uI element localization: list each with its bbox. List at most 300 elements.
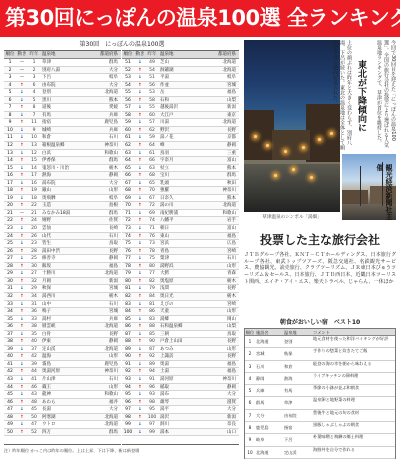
prefecture-cell: 長野 [227, 354, 236, 360]
prev-rank-cell: 2 [32, 67, 36, 73]
prefecture-cell: 東京 [227, 112, 236, 118]
prefecture-cell: 福島 [227, 369, 236, 375]
prev-rank-cell: 53 [149, 90, 155, 96]
rank-cell: 90 [125, 354, 131, 360]
table-row [122, 89, 239, 97]
prev-rank-cell: 59 [149, 135, 155, 141]
rank-cell: 45 [7, 392, 13, 398]
change-cell: — [19, 210, 25, 216]
table-row [122, 406, 239, 414]
breakfast-ranking-title: 朝食がおいしい宿 ベスト10 [279, 319, 361, 326]
change-cell: ↑ [138, 263, 142, 269]
prev-rank-cell: 20 [31, 226, 37, 232]
rank-cell: 5 [8, 90, 12, 96]
col-pref: 都道府県 [218, 52, 236, 57]
prefecture-cell: 栃木 [109, 165, 118, 171]
table-row [245, 410, 395, 422]
onsen-name-cell: 伊香保 [42, 158, 56, 164]
area-cell: 定山渓 [284, 449, 297, 455]
prefecture-cell: 静岡 [227, 384, 236, 390]
change-cell: ↑ [138, 324, 142, 330]
table-row [122, 82, 239, 90]
change-cell: ↓ [138, 301, 142, 307]
change-cell: ↑ [20, 384, 24, 390]
onsen-name-cell: 奥日光 [160, 293, 174, 299]
change-cell: ↓ [138, 180, 142, 186]
ranking-table-left [4, 50, 121, 445]
prev-rank-cell: 46 [31, 384, 37, 390]
prev-rank-cell: 45 [31, 407, 37, 413]
change-cell: ↓ [138, 165, 142, 171]
onsen-name-cell: 土湯 [160, 369, 169, 375]
rank-cell: 42 [7, 369, 13, 375]
table-row [4, 74, 121, 82]
table-row [122, 331, 239, 339]
onsen-name-cell: あつみ [160, 346, 174, 352]
rank-cell: 4 [248, 375, 252, 381]
rank-cell: 32 [7, 293, 13, 299]
onsen-name-cell: 伊東 [42, 339, 51, 345]
change-cell: ↑ [20, 233, 24, 239]
prev-rank-cell: 88 [149, 324, 155, 330]
prefecture-cell: 鳥取 [109, 241, 118, 247]
rank-cell: 77 [125, 256, 131, 262]
change-cell: ↓ [20, 241, 24, 247]
onsen-name-cell: 鳴子 [42, 309, 51, 315]
rank-cell: 6 [248, 400, 252, 406]
prefecture-cell: 栃木 [227, 278, 236, 284]
rank-cell: 81 [125, 286, 131, 292]
prev-rank-cell: 18 [31, 195, 37, 201]
onsen-name-cell: 洞川 [160, 422, 169, 428]
onsen-name-cell: 上諏訪 [160, 354, 174, 360]
change-cell: ↓ [20, 316, 24, 322]
rank-cell: 30 [7, 278, 13, 284]
change-cell: ↑ [138, 67, 142, 73]
prefecture-cell: 石川 [109, 301, 118, 307]
prev-rank-cell: 25 [31, 256, 37, 262]
prefecture-cell: 宮崎 [227, 248, 236, 254]
change-cell: ↓ [138, 376, 142, 382]
onsen-name-cell: あわら [42, 399, 56, 405]
table-row [122, 165, 239, 173]
onsen-name-cell: 川湯 [160, 120, 169, 126]
change-cell: ↓ [20, 195, 24, 201]
prefecture-cell: 北海道 [104, 414, 118, 420]
change-cell: ↑ [138, 143, 142, 149]
photo-caption: 草津温泉のシンボル「湯畑」 [262, 215, 322, 220]
rank-cell: 80 [125, 278, 131, 284]
agency-list: ＪＴＢグループ各社、ＫＮＴ－ＣＴホールディングス、日本旅行グループ各社、東武トップツアーズ、阪急交通社、名鉄観光サービス、農協観光、読売旅行、クラブツーリズム、ＪＲ東日本びゅうツーリズム＆セールス、日本旅行、ＪＴＢ西日本、近畿日本ツーリスト関西、エイチ・アイ・エス、楽天トラベル、じゃらん、一休ほか [244, 252, 396, 285]
onsen-name-cell: 道後 [42, 105, 51, 111]
rank-cell: 73 [125, 226, 131, 232]
prev-rank-cell: 17 [31, 173, 37, 179]
prev-rank-cell: 22 [31, 203, 37, 209]
col-area: 温泉地 [284, 330, 297, 335]
prev-rank-cell: 65 [149, 180, 155, 186]
table-row [4, 285, 121, 293]
prev-rank-cell: 9 [32, 127, 36, 133]
prev-rank-cell: 56 [149, 82, 155, 88]
table-row [122, 278, 239, 286]
table-row [245, 422, 395, 434]
onsen-name-cell: みなかみ18湯 [42, 210, 71, 216]
prefecture-cell: 北海道 [104, 346, 118, 352]
rank-cell: 78 [125, 263, 131, 269]
prev-rank-cell: 7 [32, 112, 36, 118]
rank-cell: 47 [7, 407, 13, 413]
prev-rank-cell: 61 [149, 150, 155, 156]
table-row [122, 240, 239, 248]
rank-cell: 8 [248, 425, 252, 431]
rank-cell: 65 [125, 165, 131, 171]
change-cell: ↑ [20, 354, 24, 360]
onsen-name-cell: 東山 [160, 233, 169, 239]
prev-rank-cell: 38 [31, 324, 37, 330]
prev-rank-cell: 43 [31, 392, 37, 398]
prefecture-cell: 北海道 [222, 120, 236, 126]
prev-rank-cell: 85 [149, 331, 155, 337]
prefecture-cell: 静岡 [227, 143, 236, 149]
rank-cell: 34 [7, 309, 13, 315]
prefecture-cell: 長野 [227, 127, 236, 133]
onsen-name-cell: 平湯 [160, 75, 169, 81]
prefecture-cell: 静岡 [109, 173, 118, 179]
prefecture-cell: 長野 [109, 248, 118, 254]
ranking-subtitle: 第30回 にっぽんの温泉100選 [79, 41, 165, 48]
prefecture-cell: 山形 [109, 354, 118, 360]
onsen-name-cell: 湯布 [160, 392, 169, 398]
ranking-table-header [4, 51, 121, 59]
change-cell: ↓ [138, 286, 142, 292]
change-cell: ↓ [20, 165, 24, 171]
rank-cell: 76 [125, 248, 131, 254]
prev-rank-cell: 64 [149, 143, 155, 149]
change-cell: ↑ [20, 293, 24, 299]
prev-rank-cell: 5 [32, 97, 36, 103]
onsen-name-cell: 修善寺 [42, 256, 56, 262]
prefecture-cell: 石川 [109, 233, 118, 239]
rank-cell: 39 [7, 346, 13, 352]
rank-cell: 46 [7, 399, 13, 405]
col-prev: 昨年 [29, 52, 39, 57]
table-row [122, 112, 239, 120]
prefecture-cell: 北海道 [222, 67, 236, 73]
onsen-name-cell: 宮浜 [160, 241, 169, 247]
table-row [4, 119, 121, 127]
onsen-name-cell: ウトロ [42, 422, 56, 428]
onsen-name-cell: 湯河原 [160, 376, 174, 382]
change-cell: ↑ [138, 293, 142, 299]
prev-rank-cell: 8 [32, 105, 36, 111]
table-row [122, 255, 239, 263]
prev-rank-cell: 68 [149, 173, 155, 179]
prefecture-cell: 三重 [227, 150, 236, 156]
onsen-name-cell: 奥湯 [160, 361, 169, 367]
change-cell: ↓ [138, 195, 142, 201]
table-row [122, 59, 239, 67]
prefecture-cell: 北海道 [104, 422, 118, 428]
prefecture-cell: 山形 [227, 346, 236, 352]
onsen-name-cell: 登別 [42, 90, 51, 96]
change-cell: ↑ [138, 173, 142, 179]
table-row [122, 414, 239, 422]
prev-rank-cell: 100 [147, 414, 157, 420]
prev-rank-cell: 89 [149, 361, 155, 367]
rank-cell: 4 [8, 82, 12, 88]
onsen-name-cell: 浅間 [160, 286, 169, 292]
onsen-name-cell: 湯田中渋 [42, 248, 60, 254]
table-row [122, 172, 239, 180]
table-row [4, 112, 121, 120]
prev-rank-cell: 71 [149, 226, 155, 232]
table-row [122, 210, 239, 218]
table-row [122, 248, 239, 256]
table-row [122, 127, 239, 135]
comment-cell: ライブキッチンの卵料理 [313, 372, 359, 378]
prev-rank-cell: 36 [31, 309, 37, 315]
prefecture-cell: 福島 [227, 233, 236, 239]
rank-cell: 6 [8, 97, 12, 103]
change-cell: ↓ [138, 60, 142, 65]
area-cell: 草津 [284, 400, 293, 406]
table-row [122, 150, 239, 158]
prev-rank-cell: 48 [31, 399, 37, 405]
prev-rank-cell: 55 [149, 105, 155, 111]
table-row [4, 134, 121, 142]
change-cell: ↓ [20, 422, 24, 428]
prev-rank-cell: 99 [149, 429, 155, 435]
rank-cell: 64 [125, 158, 131, 164]
prev-rank-cell: 31 [31, 301, 37, 307]
prefecture-cell: 青森 [227, 271, 236, 277]
rank-cell: 57 [125, 105, 131, 111]
change-cell: ↑ [138, 233, 142, 239]
onsen-name-cell: 奥飛騨 [42, 195, 56, 201]
prefecture-cell: 神奈川 [104, 143, 118, 149]
prev-rank-cell: 66 [149, 158, 155, 164]
prev-rank-cell: 79 [149, 286, 155, 292]
onsen-name-cell: 湯沢 [160, 414, 169, 420]
change-cell: — [19, 75, 25, 81]
change-cell: ↓ [138, 407, 142, 413]
onsen-name-cell: 阿寒湖 [42, 414, 56, 420]
prefecture-cell: 山梨 [227, 324, 236, 330]
prefecture-cell: 熊本 [109, 97, 118, 103]
prefecture-cell: 群馬 [109, 60, 118, 65]
change-cell: ↑ [138, 248, 142, 254]
rank-cell: 58 [125, 112, 131, 118]
change-cell: ↓ [138, 392, 142, 398]
table-row [122, 353, 239, 361]
rank-cell: 100 [123, 429, 133, 435]
facility-cell: 鹿児島 [256, 425, 269, 431]
prefecture-cell: 神奈川 [222, 376, 236, 382]
onsen-name-cell: 定山渓 [42, 346, 56, 352]
prev-rank-cell: 92 [149, 354, 155, 360]
prefecture-cell: 長野 [109, 331, 118, 337]
prefecture-cell: 滋賀 [227, 399, 236, 405]
rank-cell: 3 [8, 75, 12, 81]
prefecture-cell: 宮城 [109, 286, 118, 292]
onsen-name-cell: 蔵王 [42, 384, 51, 390]
col-rank: 順位 [123, 52, 133, 57]
rank-cell: 69 [125, 195, 131, 201]
rank-cell: 11 [7, 135, 13, 141]
table-row [4, 233, 121, 241]
prefecture-cell: 新潟 [227, 414, 236, 420]
rank-cell: 28 [7, 263, 13, 269]
rank-cell: 85 [125, 316, 131, 322]
rank-cell: 20 [7, 203, 13, 209]
onsen-name-cell: 宝川 [160, 173, 169, 179]
prefecture-cell: 熊本 [227, 165, 236, 171]
table-row [122, 195, 239, 203]
table-row [122, 187, 239, 195]
onsen-name-cell: 湯の川 [160, 203, 174, 209]
col-change: 動き [17, 52, 27, 57]
onsen-name-cell: 朝日 [160, 226, 169, 232]
change-cell: ↑ [20, 369, 24, 375]
change-cell: ↑ [138, 309, 142, 315]
prev-rank-cell: 19 [31, 188, 37, 194]
prev-rank-cell: 41 [31, 376, 37, 382]
change-cell: ↑ [138, 82, 142, 88]
prefecture-cell: 広島 [227, 241, 236, 247]
onsen-name-cell: 月岡 [42, 278, 51, 284]
prev-rank-cell: 69 [149, 210, 155, 216]
prefecture-cell: 鳥取 [227, 331, 236, 337]
prefecture-cell: 兵庫 [109, 112, 118, 118]
col-change: 動き [135, 52, 145, 57]
onsen-name-cell: 芝山 [160, 60, 169, 65]
prev-rank-cell: 60 [149, 112, 155, 118]
change-cell: ↑ [138, 158, 142, 164]
table-row [4, 157, 121, 165]
change-cell: ↑ [138, 218, 142, 224]
table-row [4, 361, 121, 369]
comment-cell: 豊後牛と地元の旬の食材 [313, 409, 360, 415]
prefecture-cell: 山口 [227, 429, 236, 435]
prev-rank-cell: 74 [149, 218, 155, 224]
change-cell: ↑ [20, 429, 24, 435]
rank-cell: 22 [7, 218, 13, 224]
change-cell: ↑ [138, 97, 142, 103]
prefecture-cell: 島根 [109, 203, 118, 209]
rank-cell: 66 [125, 173, 131, 179]
onsen-name-cell: 山代 [42, 233, 51, 239]
table-row [4, 278, 121, 286]
rank-cell: 37 [7, 331, 13, 337]
rank-cell: 91 [125, 361, 131, 367]
prev-rank-cell: 39 [31, 361, 37, 367]
onsen-name-cell: 飯坂 [42, 263, 51, 269]
rank-cell: 8 [8, 112, 12, 118]
rank-cell: 98 [125, 414, 131, 420]
ranking-table-header [122, 51, 239, 59]
rank-cell: 97 [125, 407, 131, 413]
prev-rank-cell: 80 [149, 263, 155, 269]
change-cell: ↑ [138, 188, 142, 194]
prefecture-cell: 福島 [227, 90, 236, 96]
onsen-name-cell: 粟津 [160, 256, 169, 262]
rank-cell: 27 [7, 256, 13, 262]
rank-cell: 38 [7, 339, 13, 345]
area-cell: 由布院 [284, 412, 297, 418]
table-row [245, 361, 395, 373]
prefecture-cell: 神奈川 [104, 369, 118, 375]
table-row [4, 142, 121, 150]
prev-rank-cell: 26 [31, 233, 37, 239]
onsen-name-cell: 杖立 [160, 165, 169, 171]
area-cell: 下呂 [284, 437, 293, 443]
comment-cell: 季節の小鉢が並ぶ和朝食 [313, 385, 360, 391]
onsen-name-cell: 峰 [160, 143, 165, 149]
table-row [4, 89, 121, 97]
onsen-name-cell: 洞爺湖 [160, 67, 174, 73]
change-cell: ↓ [20, 180, 24, 186]
comment-cell: 海鮮丼を自分で作れる [313, 446, 355, 452]
onsen-name-cell: 大鰐 [160, 271, 169, 277]
rank-cell: 71 [125, 210, 131, 216]
onsen-name-cell: 湯本 [160, 429, 169, 435]
table-row [122, 97, 239, 105]
rank-cell: 44 [7, 384, 13, 390]
rank-cell: 3 [248, 363, 252, 369]
prefecture-cell: 新潟 [109, 278, 118, 284]
comment-cell: 黒豚しゃぶしゃぶの朝食 [313, 422, 360, 428]
rank-cell: 55 [125, 90, 131, 96]
col-desc: コメント [313, 330, 330, 335]
onsen-name-cell: 南紀勝浦 [160, 210, 178, 216]
area-cell: 登別 [284, 339, 293, 344]
prev-rank-cell: 52 [31, 429, 37, 435]
prev-rank-cell: 72 [149, 203, 155, 209]
prev-rank-cell: 77 [149, 271, 155, 277]
prefecture-cell: 石川 [109, 376, 118, 382]
article-headline: 東北が下降傾向に [356, 60, 366, 132]
facility-cell: 宮城 [256, 351, 265, 357]
onsen-name-cell: 由布院 [42, 82, 56, 88]
prev-rank-cell: 6 [32, 82, 36, 88]
onsen-name-cell: 宇奈月 [160, 158, 174, 164]
rank-cell: 2 [248, 351, 252, 357]
table-row [245, 447, 395, 459]
rank-cell: 1 [248, 339, 252, 344]
onsen-name-cell: 城崎 [42, 127, 51, 133]
table-row [122, 180, 239, 188]
onsen-name-cell: 野沢 [160, 127, 169, 133]
onsen-name-cell: 湯ノ花 [160, 135, 174, 141]
onsen-name-cell: 強羅 [160, 188, 169, 194]
rank-cell: 96 [125, 399, 131, 405]
onsen-name-cell: えびの [160, 301, 174, 307]
prev-rank-cell: 23 [31, 241, 37, 247]
onsen-name-cell: 草津 [42, 60, 51, 65]
prefecture-cell: 宮城 [227, 82, 236, 88]
prev-rank-cell: 49 [149, 60, 155, 65]
prefecture-cell: 和歌山 [104, 392, 118, 398]
rank-cell: 35 [7, 316, 13, 322]
prev-rank-cell: 81 [149, 301, 155, 307]
facility-cell: 静岡 [256, 375, 265, 381]
rank-cell: 87 [125, 331, 131, 337]
prefecture-cell: 山形 [109, 188, 118, 194]
prev-rank-cell: 98 [149, 399, 155, 405]
prefecture-cell: 岐阜 [227, 75, 236, 81]
table-row [4, 240, 121, 248]
rank-cell: 23 [7, 226, 13, 232]
